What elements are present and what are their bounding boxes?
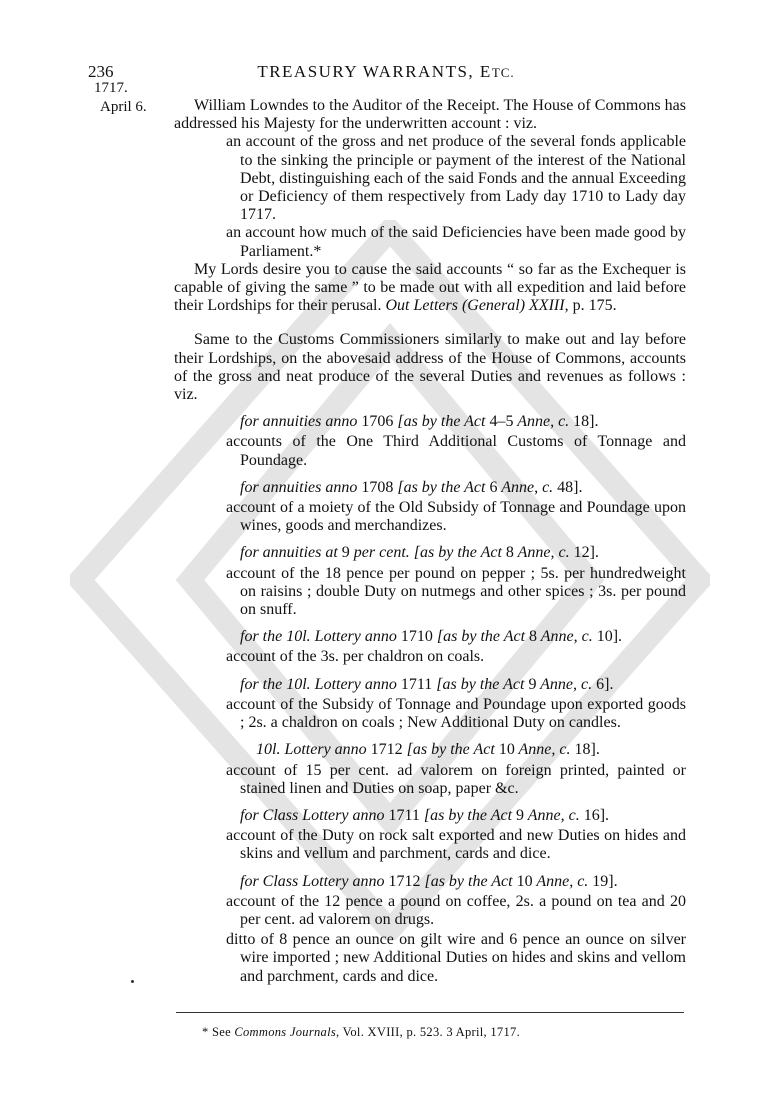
reference-out-letters: Out Letters (General) XXIII [385, 297, 565, 315]
section-entry: accounts of the One Third Additional Customs of Tonnage and Poundage. [226, 433, 686, 469]
section-entry: ditto of 8 pence an ounce on gilt wire and 6 pence an ounce on silver wire imported ; new Additional Duties on hides and skins and vellom and parchment, cards and dice. [226, 931, 686, 985]
section-entry: account of the 12 pence a pound on coffee, 2s. a pound on tea and 20 per cent. ad valorem on drugs. [226, 892, 686, 928]
footnote-rule [176, 1012, 684, 1013]
section-entry: account of the Duty on rock salt exported and new Duties on hides and skins and vellum and parchment, cards and dice. [226, 827, 686, 863]
section-heading: for the 10l. Lottery anno 1711 [as by the Act 9 Anne, c. 6]. [240, 675, 614, 693]
page-number: 236 [88, 62, 114, 81]
paragraph-lowndes-intro: William Lowndes to the Auditor of the Receipt. The House of Commons has addressed his Majesty for the underwritten account : viz. [174, 97, 686, 133]
section-entry: account of a moiety of the Old Subsidy of Tonnage and Poundage upon wines, goods and merchandizes. [226, 499, 686, 535]
account-item-2: an account how much of the said Deficiencies have been made good by Parliament.* [226, 224, 686, 260]
section-entry: account of 15 per cent. ad valorem on foreign printed, painted or stained linen and Duties on soap, paper &c. [226, 761, 686, 797]
margin-year: 1717. [94, 80, 128, 96]
section-heading: for Class Lottery anno 1712 [as by the Act 10 Anne, c. 19]. [240, 872, 618, 890]
running-title: TREASURY WARRANTS, ETC. [257, 62, 515, 81]
section-heading: for annuities at 9 per cent. [as by the Act 8 Anne, c. 12]. [240, 544, 599, 562]
account-item-1: an account of the gross and net produce of the several fonds applicable to the sinking the principle or payment of the interest of the National Debt, distinguishing each of the said Fonds and the annual Exceeding or Deficiency of them respectively from Lady day 1710 to Lady day 1717. [226, 133, 686, 224]
paragraph-customs-commissioners: Same to the Customs Commissioners similarly to make out and lay before their Lordships, on the abovesaid address of the House of Commons, accounts of the gross and neat produce of the several Duties and revenues as follows : viz. [174, 331, 686, 404]
account-sections [174, 404, 686, 985]
section-heading: for the 10l. Lottery anno 1710 [as by the Act 8 Anne, c. 10]. [240, 628, 623, 646]
section-entry: account of the 18 pence per pound on pepper ; 5s. per hundredweight on raisins ; double Duty on nutmegs and other spices ; 3s. per pound on snuff. [226, 564, 686, 619]
section-heading: for annuities anno 1706 [as by the Act 4–5 Anne, c. 18]. [240, 413, 599, 431]
margin-date: April 6. [100, 99, 147, 115]
section-entry: account of the 3s. per chaldron on coals. [226, 648, 485, 666]
section-heading: 10l. Lottery anno 1712 [as by the Act 10 Anne, c. 18]. [256, 741, 600, 759]
main-text-column [174, 97, 686, 986]
section-entry: account of the Subsidy of Tonnage and Poundage upon exported goods ; 2s. a chaldron on coals ; New Additional Duty on candles. [226, 695, 686, 732]
footnote: * See Commons Journals, Vol. XVIII, p. 523. 3 April, 1717. [202, 1025, 520, 1039]
section-heading: for annuities anno 1708 [as by the Act 6 Anne, c. 48]. [240, 478, 583, 496]
stray-mark [131, 980, 134, 983]
paragraph-lords-desire: My Lords desire you to cause the said accounts “ so far as the Exchequer is capable of giving the same ” to be made out with all expedition and laid before their Lordships for their perusal. Out Letters (General) XXIII, p. 175. [174, 260, 686, 315]
section-heading: for Class Lottery anno 1711 [as by the Act 9 Anne, c. 16]. [240, 806, 610, 824]
